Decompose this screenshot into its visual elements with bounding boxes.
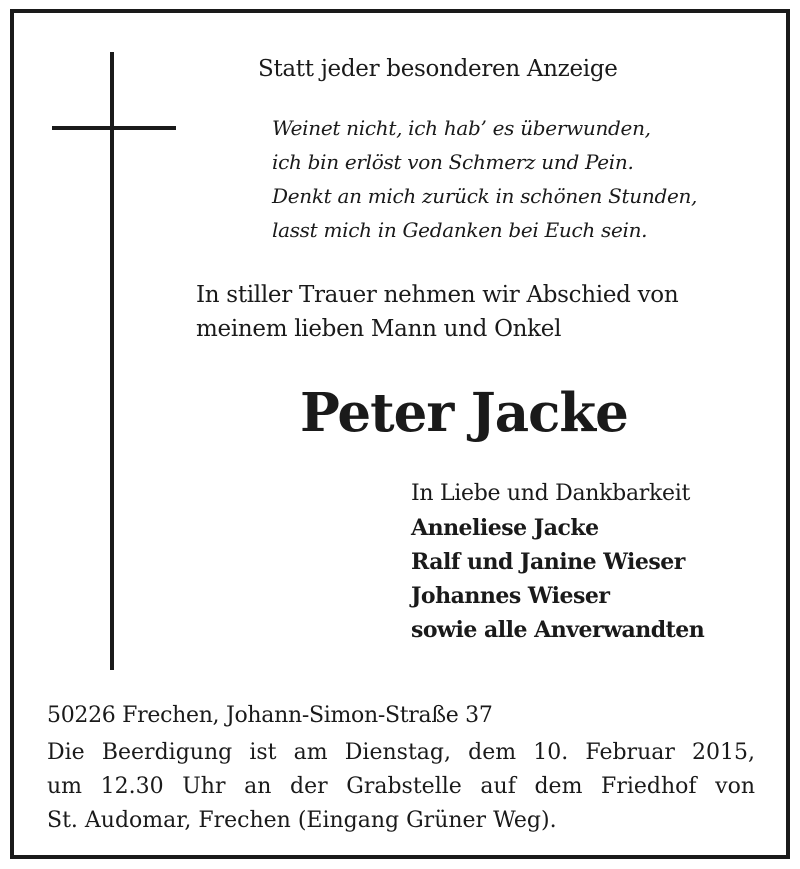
- cross-vertical-bar: [110, 52, 114, 670]
- funeral-line: St. Audomar, Frechen (Eingang Grüner Weg).: [47, 808, 557, 833]
- mourners-intro: In Liebe und Dankbarkeit: [411, 481, 691, 506]
- poem-line: Weinet nicht, ich hab’ es überwunden,: [272, 116, 651, 140]
- address: 50226 Frechen, Johann-Simon-Straße 37: [47, 703, 493, 728]
- poem-line: Denkt an mich zurück in schönen Stunden,: [272, 184, 698, 208]
- poem-line: lasst mich in Gedanken bei Euch sein.: [272, 218, 648, 242]
- farewell-intro: [196, 278, 678, 346]
- poem-line: ich bin erlöst von Schmerz und Pein.: [272, 150, 634, 174]
- mourner-name: Johannes Wieser: [411, 583, 610, 609]
- mourners-block: [411, 477, 704, 647]
- mourner-name: sowie alle Anverwandten: [411, 617, 705, 643]
- intro-line: meinem lieben Mann und Onkel: [196, 316, 562, 342]
- poem: [272, 111, 697, 247]
- mourner-name: Anneliese Jacke: [411, 515, 599, 541]
- funeral-line: um 12.30 Uhr an der Grabstelle auf dem Friedhof von: [47, 774, 755, 799]
- deceased-name: Peter Jacke: [300, 382, 628, 444]
- notice-header: Statt jeder besonderen Anzeige: [258, 56, 618, 82]
- funeral-info: [47, 736, 755, 838]
- intro-line: In stiller Trauer nehmen wir Abschied von: [196, 282, 679, 308]
- cross-horizontal-bar: [52, 126, 176, 130]
- mourner-name: Ralf und Janine Wieser: [411, 549, 685, 575]
- funeral-line: Die Beerdigung ist am Dienstag, dem 10. Februar 2015,: [47, 740, 755, 765]
